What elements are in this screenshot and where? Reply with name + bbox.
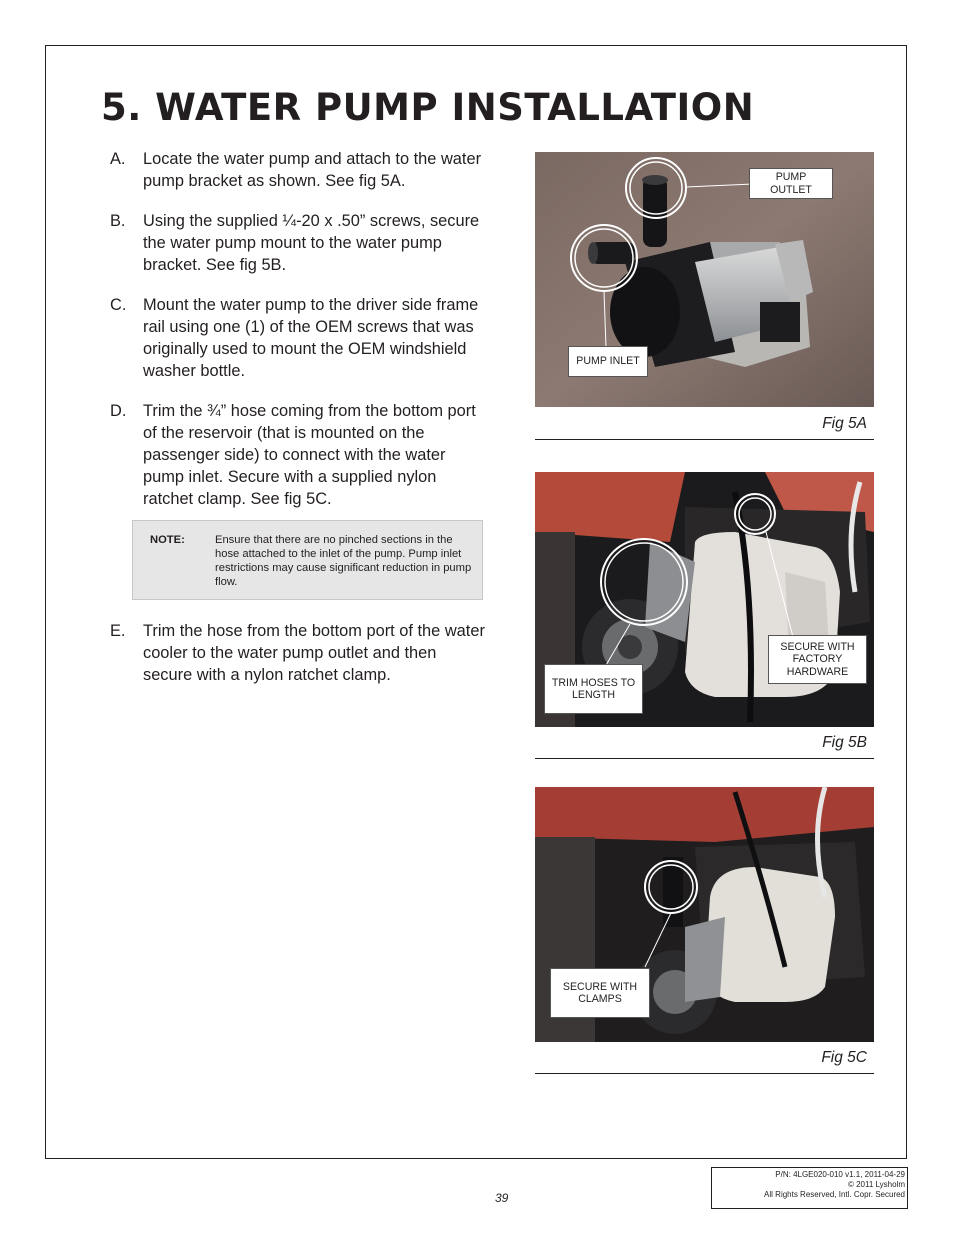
step-a: [110, 148, 490, 192]
figure-caption: Fig 5C: [535, 1049, 874, 1074]
step-text: Trim the hose from the bottom port of the water cooler to the water pump outlet and then secure with a nylon ratchet clamp.: [143, 622, 485, 684]
copyright: © 2011 Lysholm: [847, 1180, 905, 1190]
step-letter: B.: [110, 212, 126, 230]
step-letter: A.: [110, 150, 126, 168]
note-label: NOTE:: [150, 534, 185, 546]
figure-caption: Fig 5B: [535, 734, 874, 759]
page-number: 39: [495, 1191, 509, 1205]
page-title: 5. WATER PUMP INSTALLATION: [101, 86, 755, 129]
instruction-list: [110, 148, 490, 686]
step-text: Using the supplied ¼-20 x .50” screws, secure the water pump mount to the water pump bracket. See fig 5B.: [143, 212, 480, 274]
callout-trim-hoses: TRIM HOSES TO LENGTH: [544, 664, 643, 714]
step-letter: D.: [110, 402, 127, 420]
callout-secure-factory-hardware: SECURE WITH FACTORY HARDWARE: [768, 635, 867, 684]
part-number-box: [711, 1167, 908, 1209]
step-text: Locate the water pump and attach to the water pump bracket as shown. See fig 5A.: [143, 150, 482, 190]
step-d: [110, 400, 490, 510]
callout-pump-inlet: PUMP INLET: [568, 346, 648, 377]
step-c: [110, 294, 490, 382]
step-text: Trim the ¾” hose coming from the bottom port of the reservoir (that is mounted on the passenger side) to connect with the water pump inlet. Secure with a supplied nylon ratchet clamp. See fig 5C.: [143, 402, 476, 508]
step-letter: C.: [110, 296, 127, 314]
note-text: Ensure that there are no pinched sections in the hose attached to the inlet of the pump. Pump inlet restrictions may cause significant reduction in pump flow.: [215, 534, 472, 588]
figure-caption: Fig 5A: [535, 415, 874, 440]
step-letter: E.: [110, 622, 126, 640]
step-e: [110, 620, 490, 686]
rights-notice: All Rights Reserved, Intl. Copr. Secured: [764, 1190, 905, 1200]
step-text: Mount the water pump to the driver side frame rail using one (1) of the OEM screws that was originally used to mount the OEM windshield washer bottle.: [143, 296, 479, 380]
callout-pump-outlet: PUMP OUTLET: [749, 168, 833, 199]
note-box: [132, 520, 483, 600]
part-number: P/N: 4LGE020-010 v1.1, 2011-04-29: [775, 1170, 905, 1179]
step-b: [110, 210, 490, 276]
callout-secure-with-clamps: SECURE WITH CLAMPS: [550, 968, 650, 1018]
